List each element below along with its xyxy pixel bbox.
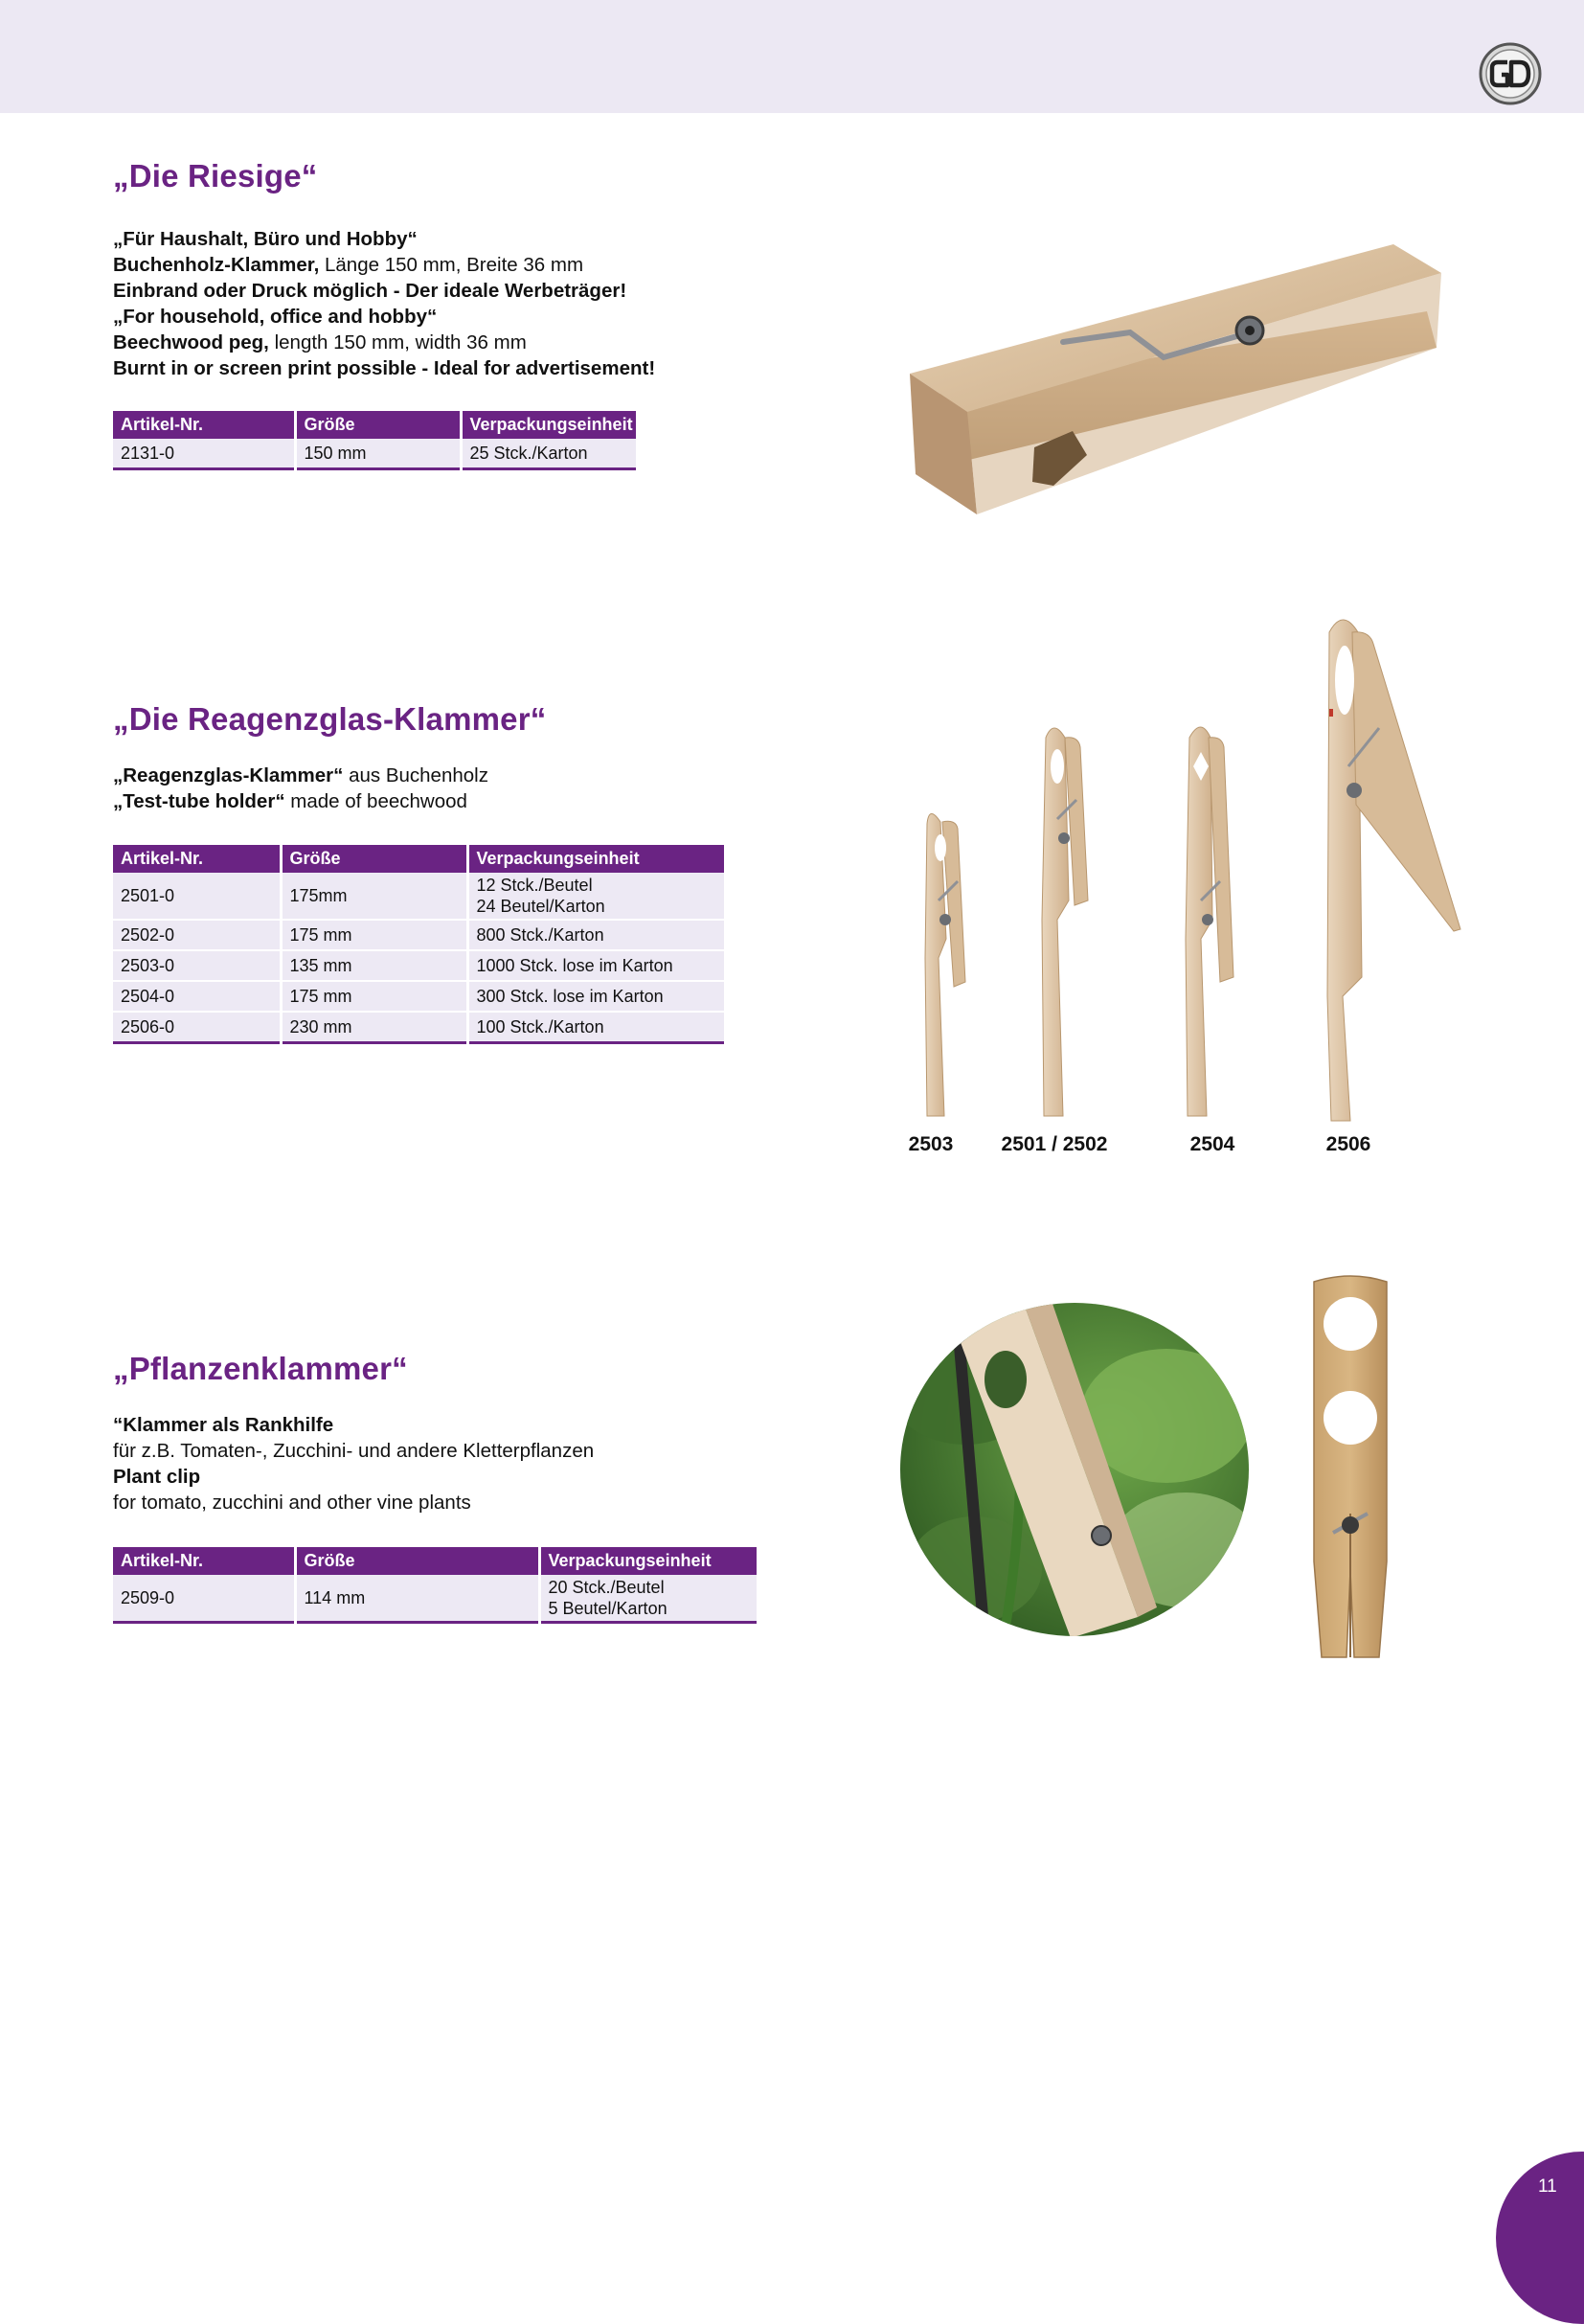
section-title-reagenzglas: „Die Reagenzglas-Klammer“ — [113, 701, 547, 737]
table-header-row — [113, 411, 636, 439]
desc-line — [113, 788, 488, 814]
col-header-verpackung: Verpackungseinheit — [539, 1547, 757, 1575]
cell-artikel — [113, 1575, 295, 1623]
cell-artikel — [113, 873, 281, 920]
cell-text: 2506-0 — [121, 1017, 175, 1037]
desc-line — [113, 1438, 594, 1464]
cell-groesse — [281, 1012, 467, 1043]
desc-text: Buchenholz-Klammer, — [113, 254, 320, 276]
desc-line — [113, 1412, 594, 1438]
cell-verpackung — [539, 1575, 757, 1623]
description-riesige — [113, 226, 655, 381]
col-header-artikel: Artikel-Nr. — [113, 411, 295, 439]
cell-text: 2501-0 — [121, 886, 175, 905]
cell-text: 2509-0 — [121, 1588, 175, 1607]
cell-groesse — [281, 950, 467, 981]
cell-text: 2131-0 — [121, 444, 175, 463]
desc-line — [113, 252, 655, 278]
cell-groesse — [295, 439, 461, 469]
cell-verpackung — [467, 981, 724, 1012]
cell-text: 114 mm — [304, 1588, 366, 1607]
holder-2506 — [1327, 620, 1460, 1121]
col-header-groesse: Größe — [295, 1547, 539, 1575]
desc-line — [113, 1490, 594, 1515]
spec-table-riesige — [113, 411, 636, 470]
cell-text: 25 Stck./Karton — [469, 444, 588, 463]
cell-text: 300 Stck. lose im Karton — [476, 987, 664, 1006]
section-title-riesige: „Die Riesige“ — [113, 158, 318, 194]
cell-text: 5 Beutel/Karton — [548, 1599, 668, 1618]
desc-text: for tomato, zucchini and other vine plants — [113, 1492, 471, 1514]
desc-text: length 150 mm, width 36 mm — [268, 331, 527, 353]
cell-text: 100 Stck./Karton — [476, 1017, 604, 1037]
cell-text: 1000 Stck. lose im Karton — [476, 956, 673, 975]
cell-verpackung — [467, 920, 724, 950]
figure-label-2503: 2503 — [908, 1133, 954, 1155]
cell-text: 230 mm — [289, 1017, 352, 1037]
cell-groesse — [281, 873, 467, 920]
header-band — [0, 0, 1584, 113]
cell-groesse — [281, 920, 467, 950]
table-row — [113, 1012, 724, 1043]
col-header-artikel: Artikel-Nr. — [113, 845, 281, 873]
desc-line — [113, 1464, 594, 1490]
cell-text: 175 mm — [289, 925, 352, 945]
table-row — [113, 950, 724, 981]
description-pflanzenklammer — [113, 1412, 594, 1515]
desc-line — [113, 763, 488, 788]
page-number: 11 — [1538, 2176, 1557, 2197]
desc-line — [113, 304, 655, 330]
cell-artikel — [113, 950, 281, 981]
cell-verpackung — [461, 439, 636, 469]
cell-text: 12 Stck./Beutel — [476, 876, 593, 895]
cell-text: 150 mm — [304, 444, 367, 463]
desc-text: „Für Haushalt, Büro und Hobby“ — [113, 228, 418, 250]
col-header-groesse: Größe — [295, 411, 461, 439]
cell-groesse — [281, 981, 467, 1012]
cell-text: 800 Stck./Karton — [476, 925, 604, 945]
desc-text: Burnt in or screen print possible - Ideal for advertisement! — [113, 357, 656, 379]
cell-artikel — [113, 981, 281, 1012]
giant-clothespin-image — [910, 235, 1446, 522]
cell-verpackung — [467, 950, 724, 981]
table-row — [113, 981, 724, 1012]
cell-groesse — [295, 1575, 539, 1623]
section-title-pflanzenklammer: „Pflanzenklammer“ — [113, 1351, 408, 1386]
desc-line — [113, 355, 655, 381]
cell-artikel — [113, 439, 295, 469]
col-header-artikel: Artikel-Nr. — [113, 1547, 295, 1575]
cell-text: 2504-0 — [121, 987, 175, 1006]
description-reagenzglas — [113, 763, 488, 814]
plant-clip-image — [1304, 1274, 1396, 1665]
test-tube-holders-image — [900, 613, 1475, 1130]
desc-text: Beechwood peg, — [113, 331, 269, 353]
col-header-verpackung: Verpackungseinheit — [461, 411, 636, 439]
table-row — [113, 1575, 757, 1623]
col-header-verpackung: Verpackungseinheit — [467, 845, 724, 873]
cell-text: 2502-0 — [121, 925, 175, 945]
desc-text: “Klammer als Rankhilfe — [113, 1414, 334, 1436]
desc-text: „For household, office and hobby“ — [113, 306, 438, 328]
cell-text: 2503-0 — [121, 956, 175, 975]
cell-text: 135 mm — [289, 956, 352, 975]
holder-2503 — [925, 813, 965, 1116]
desc-line — [113, 330, 655, 355]
col-header-groesse: Größe — [281, 845, 467, 873]
figure-label-2501-2502: 2501 / 2502 — [1001, 1133, 1108, 1155]
desc-text: Einbrand oder Druck möglich - Der ideale Werbeträger! — [113, 280, 627, 302]
table-row — [113, 439, 636, 469]
cell-artikel — [113, 1012, 281, 1043]
cell-artikel — [113, 920, 281, 950]
cell-text: 20 Stck./Beutel — [548, 1578, 665, 1597]
cell-text: 175 mm — [289, 987, 352, 1006]
desc-line — [113, 226, 655, 252]
holder-2501-2502 — [1042, 728, 1088, 1116]
desc-line — [113, 278, 655, 304]
desc-text: „Test-tube holder“ — [113, 790, 285, 812]
figure-label-2506: 2506 — [1325, 1133, 1371, 1155]
desc-text: aus Buchenholz — [343, 764, 488, 786]
cell-verpackung — [467, 873, 724, 920]
cell-text: 24 Beutel/Karton — [476, 897, 605, 916]
cell-text: 175mm — [289, 886, 348, 905]
table-header-row — [113, 1547, 757, 1575]
spec-table-pflanzenklammer — [113, 1547, 757, 1624]
holder-2504 — [1186, 727, 1233, 1116]
desc-text: für z.B. Tomaten-, Zucchini- und andere Kletterpflanzen — [113, 1440, 595, 1462]
desc-text: made of beechwood — [284, 790, 467, 812]
spec-table-reagenzglas — [113, 845, 724, 1044]
desc-text: Länge 150 mm, Breite 36 mm — [319, 254, 584, 276]
gd-logo-icon — [1479, 42, 1542, 105]
table-header-row — [113, 845, 724, 873]
table-row — [113, 920, 724, 950]
desc-text: „Reagenzglas-Klammer“ — [113, 764, 344, 786]
cell-verpackung — [467, 1012, 724, 1043]
table-row — [113, 873, 724, 920]
figure-label-2504: 2504 — [1189, 1133, 1235, 1155]
desc-text: Plant clip — [113, 1466, 201, 1488]
plant-clip-photo — [898, 1301, 1251, 1638]
